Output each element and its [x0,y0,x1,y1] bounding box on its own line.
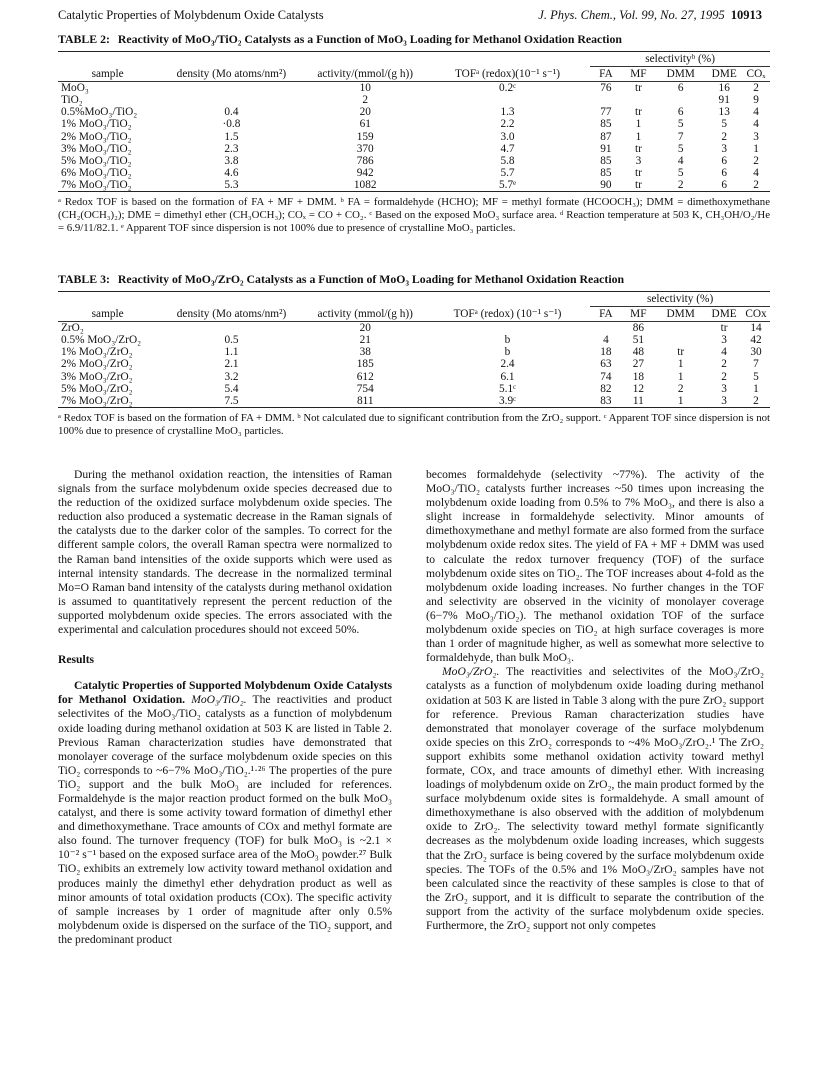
value-cell: 21 [359,334,371,347]
sample-cell: 5% MoO₃/ZrO₂ [61,382,133,395]
value-cell: 85 [600,118,612,131]
column-header: DMM [666,308,695,321]
value-cell: 6 [677,82,684,95]
sample-cell: ZrO₂ [61,322,84,335]
value-cell: 4 [753,118,759,131]
value-cell: 38 [359,346,371,359]
value-cell: b [504,346,511,359]
value-cell [590,322,621,335]
value-cell: 3.8 [224,154,239,167]
value-cell: 85 [600,166,612,179]
value-cell: 811 [356,394,374,407]
column-header: DME [711,308,737,321]
value-cell: 61 [359,118,371,131]
page-number: 10913 [730,8,762,22]
column-header: sample [91,67,124,80]
value-cell: 1.5 [224,130,239,143]
value-cell: 7 [677,130,684,143]
value-cell: 3 [721,382,727,395]
value-cell: 14 [750,322,762,335]
value-cell: 5.7ᵉ [498,178,517,191]
column-header: activity (mmol/(g h)) [317,307,413,320]
sample-cell: 7% MoO₃/TiO₂ [61,178,132,191]
sample-cell: 2% MoO₃/ZrO₂ [61,358,133,371]
value-cell: 10 [359,82,371,95]
value-cell: 2 [721,130,728,143]
value-cell: 7 [753,358,759,371]
value-cell: 1.1 [224,346,239,359]
value-cell: 0.2ᶜ [499,82,517,95]
value-cell: 91 [718,94,730,107]
table-2 [58,51,770,192]
value-cell: 3 [635,154,642,167]
value-cell [655,94,706,106]
column-header: TOFᵃ (redox) (10⁻¹ s⁻¹) [453,307,562,320]
value-cell: 942 [356,166,374,179]
value-cell [157,94,305,106]
column-header: DMM [666,68,695,81]
value-cell: 1 [677,358,684,371]
column-header: COₓ [746,68,766,81]
paragraph-mo-zro2 [426,665,764,933]
value-cell: 12 [632,382,644,395]
paragraph-mo-zro2-text: The reactivities and selectivites of the MoO₃/ZrO₂ catalysts as a function of molybdenum oxide loading during methanol oxidation at 503 K are listed in Table 3 along with the pure ZrO₂ support for reference. Previous Raman characterization studies have demonstrated that monolayer coverage of the surface molybdenum oxide species on this ZrO₂ corresponds to ~4% MoO₃/ZrO₂.¹ The ZrO₂ support exhibits some methanol oxidation activity toward methyl formate, COx, and trace amounts of dimethyl ether. With increasing loadings of molybdenum oxide on ZrO₂, the main product formed by the surface molybdenum oxide sites is formaldehyde. A small amount of dimethoxymethane is also observed with the addition of molybdenum oxide to ZrO₂. The selectivity toward methyl formate significantly decreases as the molybdenum oxide loading increases, which suggests that the ZrO₂ surface is being covered by the surface molybdenum oxide species. The TOFs of the 0.5% and 1% MoO₃/ZrO₂ samples have not been calculated since the reactivity of these samples is close to that of the ZrO₂ support, and it is difficult to separate the contribution of the support from the activity of the surface molybdenum oxide species. Furthermore, the ZrO₂ support not only competes [426,665,764,932]
value-cell: 5 [721,118,728,131]
sample-cell: 6% MoO₃/TiO₂ [61,166,132,179]
table-3-block [58,272,770,438]
value-cell: 3 [753,130,759,143]
table-row [58,155,770,167]
value-cell: 0.5 [224,334,239,347]
results-heading: Results [58,653,95,667]
value-cell: 2 [721,358,727,371]
left-column [58,468,392,947]
column-header: FA [599,308,613,321]
value-cell: 5.8 [500,154,515,167]
value-cell: 2 [362,94,369,107]
value-cell: 2 [753,154,759,167]
sample-cell: 0.5%MoO₃/TiO₂ [61,106,138,119]
table-3 [58,291,770,408]
value-cell: 1 [635,130,642,143]
subheading-mo-tio2: MoO₃/TiO₂. [191,693,247,707]
value-cell: 4 [603,334,609,347]
value-cell: 1 [635,118,642,131]
column-header: MF [630,308,647,321]
table-row [58,118,770,130]
value-cell: 185 [356,358,374,371]
sample-cell: 5% MoO₃/TiO₂ [61,154,132,167]
value-cell: 1082 [353,178,377,191]
value-cell: 87 [600,130,612,143]
table-3-label: TABLE 3: [58,272,110,286]
value-cell: 4 [721,346,727,359]
value-cell: 1 [753,142,759,155]
value-cell: 13 [718,106,730,119]
value-cell: 20 [359,322,371,335]
column-header: FA [599,68,613,81]
table-row [58,371,770,383]
value-cell: 6 [721,154,728,167]
table-3-selectivity-header: selectivity (%) [590,292,770,307]
table-row [58,106,770,118]
value-cell: 51 [632,334,644,347]
value-cell: 0.4 [224,106,239,119]
value-cell: 74 [600,370,612,383]
value-cell: 159 [356,130,374,143]
value-cell [622,94,655,106]
right-column [426,468,764,933]
value-cell: 1 [677,394,684,407]
run-in-heading: Catalytic Properties of Supported Molybdenum Oxide Catalysts for Methanol Oxidation. [58,679,392,707]
running-head-journal [538,8,762,23]
column-header: MF [630,68,647,81]
table-2-header-row [58,67,770,82]
table-3-header-row [58,307,770,322]
value-cell [590,94,621,106]
table-3-caption [58,272,770,287]
value-cell: 370 [356,142,374,155]
table-2-label: TABLE 2: [58,32,110,46]
value-cell: 754 [356,382,374,395]
value-cell: 6 [721,166,728,179]
table-2-selectivity-header: selectivityᵇ (%) [590,52,770,67]
value-cell: 5 [677,118,684,131]
value-cell: 4 [753,166,759,179]
value-cell: 2.1 [224,358,239,371]
value-cell: 3 [721,394,727,407]
value-cell: b [504,334,511,347]
value-cell: 5.1ᶜ [499,382,517,395]
table-row [58,94,770,106]
sample-cell: 1% MoO₃/TiO₂ [61,118,132,131]
value-cell: 1.3 [500,106,515,119]
table-row [58,82,770,95]
column-header: DME [711,68,737,81]
paragraph-mo-tio2-text: The reactivities and product selectivites of the MoO₃/TiO₂ catalysts as a function of molybdenum oxide loading during methanol oxidation at 503 K are listed in Table 2. Previous Raman characterization studies have demonstrated that monolayer coverage of the surface molybdenum oxide species on this TiO₂ corresponds to ~6−7% MoO₃/TiO₂.¹·²⁶ The properties of the pure TiO₂ support and the bulk MoO₃ are included for references. Formaldehyde is the major reaction product formed on the bulk MoO₃ catalyst, and there is some activity toward formation of dimethyl ether and dimethoxymethane. Trace amounts of COx and methyl formate are also found. The turnover frequency (TOF) for bulk MoO₃ is ~2.1 × 10⁻² s⁻¹ based on the exposed surface area of the MoO₃ powder.²⁷ Bulk TiO₂ exhibits an extremely low activity toward methanol oxidation and produces mainly the dimethyl ether dehydration product as well as minor amounts of total oxidation products (COx). The specific activity of sample increases by 1 order of magnitude after only 0.5% molybdenum oxide is dispersed on the surface of the TiO₂ support, and the predominant product [58,693,392,946]
sample-cell: MoO₃ [61,82,89,95]
value-cell: 42 [750,334,762,347]
table-row [58,383,770,395]
sample-cell: 7% MoO₃/ZrO₂ [61,394,133,407]
table-2-caption [58,32,770,47]
value-cell [655,322,706,335]
value-cell: 91 [600,142,612,155]
column-header: sample [91,307,124,320]
value-cell: 83 [600,394,612,407]
value-cell: tr [634,166,642,179]
value-cell: 3.2 [224,370,239,383]
value-cell: 2.4 [500,358,515,371]
value-cell: 7.5 [224,394,239,407]
value-cell: 76 [600,82,612,95]
table-3-title: Reactivity of MoO₃/ZrO₂ Catalysts as a Function of MoO₃ Loading for Methanol Oxidation Reaction [117,272,625,286]
table-2-block [58,32,770,235]
table-row [58,322,770,335]
value-cell: tr [720,322,728,335]
column-header: COx [745,308,767,321]
value-cell: 3.9ᶜ [499,394,517,407]
table-2-footnote: ᵃ Redox TOF is based on the formation of FA + MF + DMM. ᵇ FA = formaldehyde (HCHO); MF = methyl formate (HCOOCH₃); DMM = dimethoxymethane (CH₂(OCH₃)₂); DME = dimethyl ether (CH₃OCH₃); COₓ = CO + CO₂. ᶜ Based on the exposed MoO₃ surface area. ᵈ Reaction temperature at 503 K, CH₃OH/O₂/He = 6.9/11/82.1. ᵉ Apparent TOF since dispersion is not 100% due to presence of crystalline MoO₃ particles. [58,196,770,235]
value-cell: 20 [359,106,371,119]
value-cell: 3 [721,334,727,347]
value-cell: 77 [600,106,612,119]
table-row [58,346,770,358]
value-cell [425,322,590,335]
table-row [58,395,770,408]
column-header: density (Mo atoms/nm²) [176,67,287,80]
value-cell: tr [634,178,642,191]
value-cell: 18 [600,346,612,359]
value-cell: 82 [600,382,612,395]
value-cell: tr [634,82,642,95]
value-cell [655,334,706,346]
value-cell: 3.0 [500,130,515,143]
value-cell [157,82,305,95]
sample-cell: 0.5% MoO₃/ZrO₂ [61,334,142,347]
value-cell: 85 [600,154,612,167]
value-cell: 5.3 [224,178,239,191]
value-cell: 2 [753,394,759,407]
value-cell [425,94,590,106]
table-row [58,167,770,179]
value-cell: 4.6 [224,166,239,179]
table-row [58,143,770,155]
value-cell: 612 [356,370,374,383]
value-cell: 5.7 [500,166,515,179]
column-header: density (Mo atoms/nm²) [176,307,287,320]
value-cell: 3 [721,142,728,155]
value-cell: 16 [718,82,730,95]
sample-cell: 3% MoO₃/TiO₂ [61,142,132,155]
value-cell: 6.1 [500,370,515,383]
value-cell: tr [634,142,642,155]
value-cell: 2.3 [224,142,239,155]
value-cell: 1 [677,370,684,383]
value-cell: 1 [753,382,759,395]
value-cell: 30 [750,346,762,359]
value-cell: 90 [600,178,612,191]
value-cell: tr [634,106,642,119]
paragraph-raman-correction: During the methanol oxidation reaction, the intensities of Raman signals from the surface molybdenum oxide species decreased due to the reduction of the oxidized surface molybdenum oxide species. The reduction also produced a systematic decrease in the Raman signals of the catalysts due to the darker color of the samples. To correct for the different sample colors, the overall Raman spectra were normalized to the Raman band intensities of the oxide supports which were used as internal intensity standards. The decrease in the normalized terminal Mo=O Raman band intensity of the catalysts during methanol oxidation is assumed to quantitatively represent the percent reduction of the supported molybdenum oxide species. The errors associated with the experimental and calculation procedures should not exceed 50%. [58,468,392,637]
value-cell: 2 [677,382,684,395]
table-3-body [58,322,770,408]
column-header: activity/(mmol/(g h)) [317,67,414,80]
sample-cell: 2% MoO₃/TiO₂ [61,130,132,143]
value-cell: 2 [753,178,759,191]
value-cell: 6 [677,106,684,119]
table-row [58,334,770,346]
running-head-title: Catalytic Properties of Molybdenum Oxide Catalysts [58,8,324,22]
table-3-footnote: ᵃ Redox TOF is based on the formation of FA + DMM. ᵇ Not calculated due to significant contribution from the ZrO₂ support. ᶜ Apparent TOF since dispersion is not 100% due to presence of crystalline MoO₃ particles. [58,411,770,437]
value-cell: 86 [632,322,644,335]
sample-cell: TiO₂ [61,94,83,107]
value-cell: 2 [677,178,684,191]
value-cell: 9 [753,94,759,107]
value-cell: 2.2 [500,118,515,131]
running-head [58,8,762,23]
subheading-mo-zro2: MoO₃/ZrO₂. [442,665,500,679]
value-cell: 4 [753,106,759,119]
column-header: TOFᵃ (redox)(10⁻¹ s⁻¹) [454,67,561,80]
value-cell: 48 [632,346,644,359]
value-cell: 5 [677,166,684,179]
value-cell: 2 [753,82,759,95]
sample-cell: 3% MoO₃/ZrO₂ [61,370,133,383]
value-cell: 786 [356,154,374,167]
value-cell [157,322,305,335]
value-cell: ·0.8 [222,118,241,131]
table-row [58,179,770,192]
value-cell: 63 [600,358,612,371]
value-cell: 18 [632,370,644,383]
value-cell: 5 [753,370,759,383]
value-cell: 6 [721,178,728,191]
value-cell: 5 [677,142,684,155]
paragraph-mo-tio2 [58,679,392,947]
value-cell: 11 [632,394,644,407]
value-cell: 4.7 [500,142,515,155]
value-cell: 2 [721,370,727,383]
table-row [58,358,770,370]
paragraph-mo-tio2-continued: becomes formaldehyde (selectivity ~77%). The activity of the MoO₃/TiO₂ catalysts further increases ~50 times upon increasing the molybdenum oxide loading from 0.5% to 7% MoO₃, and there is also a slight increase in formaldehyde selectivity. Minor amounts of dimethoxymethane and methyl formate are also formed from the surface molybdenum oxide redox sites. The yield of FA + MF + DMM was used to calculate the redox turnover frequency (TOF) of the surface molybdenum oxide sites on TiO₂. The TOF increases about 4-fold as the molybdenum oxide loading increases. No further changes in the TOF and selectivity are observed in the vicinity of monolayer coverage (6−7% MoO₃/TiO₂). The methanol oxidation TOF of the surface molybdenum oxide species on TiO₂ at high surface coverages is more than 1 order of magnitude higher, as well as somewhat more selective to formaldehyde, than bulk MoO₃. [426,468,764,665]
value-cell: 4 [677,154,684,167]
sample-cell: 1% MoO₃/ZrO₂ [61,346,133,359]
value-cell: 27 [632,358,644,371]
value-cell: tr [677,346,685,359]
table-2-title: Reactivity of MoO₃/TiO₂ Catalysts as a Function of MoO₃ Loading for Methanol Oxidation Reaction [117,32,622,46]
table-2-body [58,82,770,192]
table-row [58,131,770,143]
value-cell: 5.4 [224,382,239,395]
journal-citation: J. Phys. Chem., Vol. 99, No. 27, 1995 [538,8,725,22]
